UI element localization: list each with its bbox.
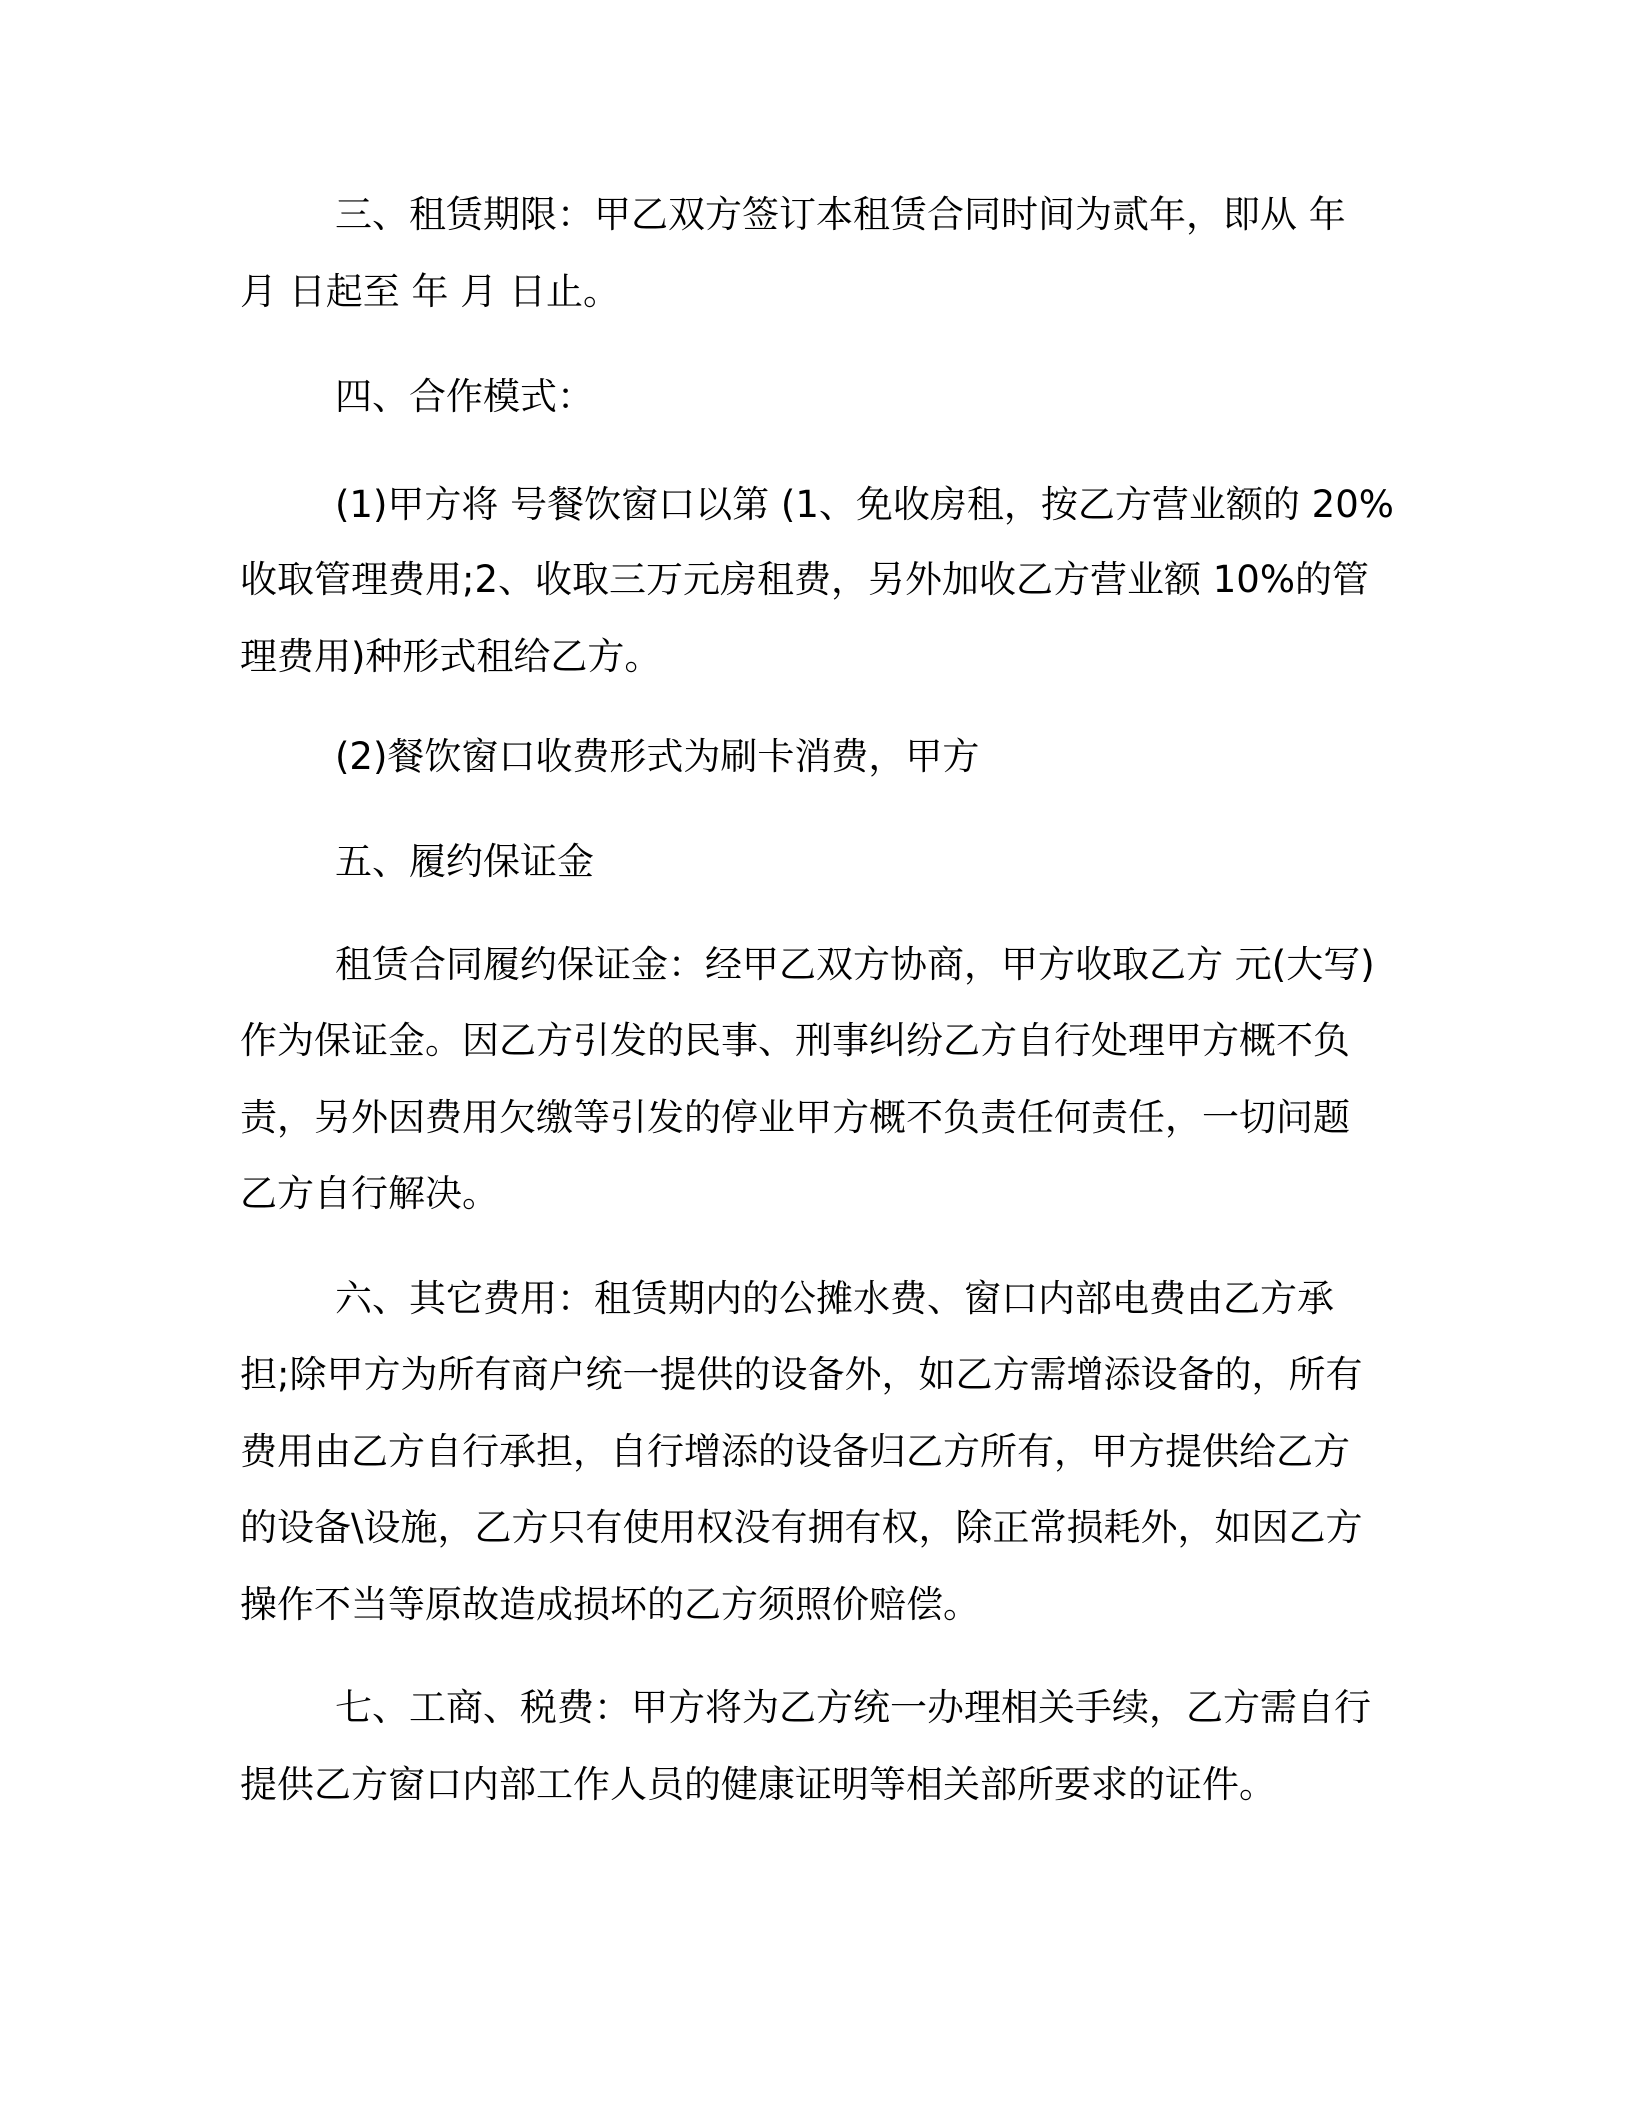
clause-5-line-4: 乙方自行解决。 <box>240 1172 499 1215</box>
clause-4-heading: 四、合作模式： <box>335 375 594 418</box>
clause-4-item-2-line-1: (2)餐饮窗口收费形式为刷卡消费，甲方 <box>335 735 980 778</box>
clause-5-heading: 五、履约保证金 <box>335 840 594 883</box>
clause-6-line-3: 费用由乙方自行承担，自行增添的设备归乙方所有，甲方提供给乙方 <box>240 1430 1350 1473</box>
clause-5-line-1: 租赁合同履约保证金：经甲乙双方协商，甲方收取乙方 元(大写) <box>335 943 1375 986</box>
clause-3-line-1: 三、租赁期限：甲乙双方签订本租赁合同时间为贰年，即从 年 <box>335 193 1346 236</box>
clause-6-line-4: 的设备\设施，乙方只有使用权没有拥有权，除正常损耗外，如因乙方 <box>240 1506 1363 1549</box>
clause-7-line-2: 提供乙方窗口内部工作人员的健康证明等相关部所要求的证件。 <box>240 1763 1276 1806</box>
clause-4-item-1-line-3: 理费用)种形式租给乙方。 <box>240 635 662 678</box>
clause-4-item-1-line-2: 收取管理费用;2、收取三万元房租费，另外加收乙方营业额 10%的管 <box>240 558 1370 601</box>
clause-4-item-1-line-1: (1)甲方将 号餐饮窗口以第 (1、免收房租，按乙方营业额的 20% <box>335 483 1394 526</box>
clause-3-line-2: 月 日起至 年 月 日止。 <box>240 270 621 313</box>
clause-5-line-2: 作为保证金。因乙方引发的民事、刑事纠纷乙方自行处理甲方概不负 <box>240 1019 1350 1062</box>
clause-6-line-5: 操作不当等原故造成损坏的乙方须照价赔偿。 <box>240 1583 980 1626</box>
clause-5-line-3: 责，另外因费用欠缴等引发的停业甲方概不负责任何责任，一切问题 <box>240 1096 1350 1139</box>
clause-6-line-1: 六、其它费用：租赁期内的公摊水费、窗口内部电费由乙方承 <box>335 1277 1334 1320</box>
clause-7-line-1: 七、工商、税费：甲方将为乙方统一办理相关手续，乙方需自行 <box>335 1686 1371 1729</box>
clause-6-line-2: 担;除甲方为所有商户统一提供的设备外，如乙方需增添设备的，所有 <box>240 1353 1363 1396</box>
